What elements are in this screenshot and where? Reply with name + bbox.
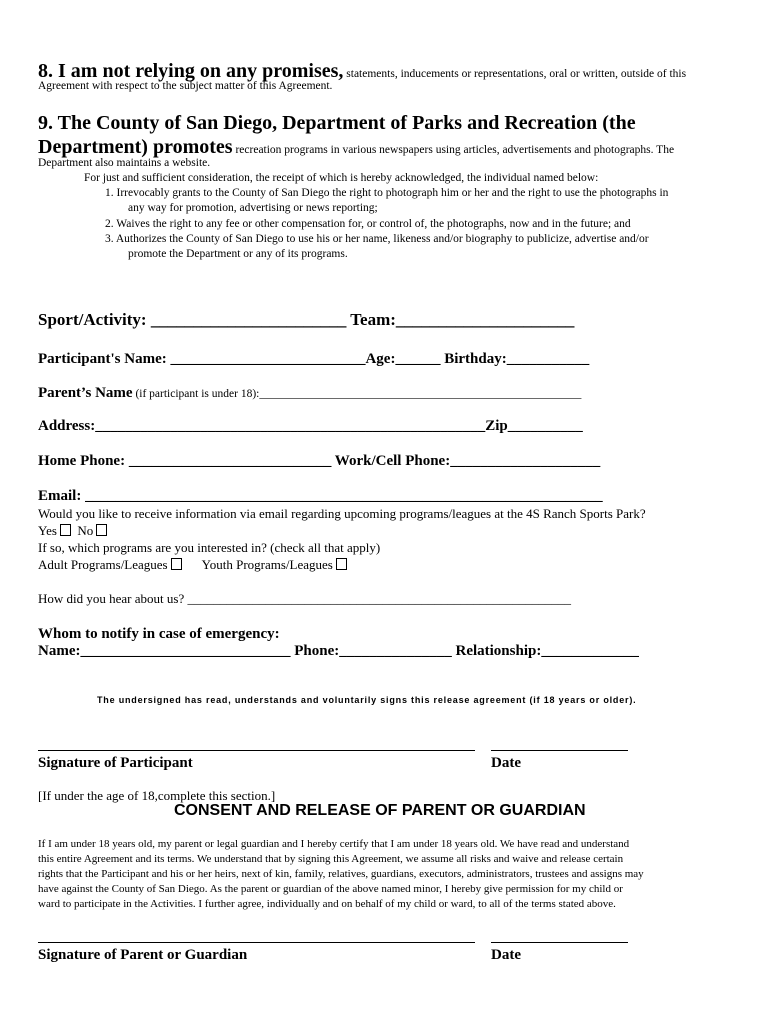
section-8-text: statements, inducements or representations, oral or written, outside of this <box>343 68 687 80</box>
section-9-text-cont: Department also maintains a website. <box>38 157 211 169</box>
adult-programs-label: Adult Programs/Leagues <box>38 557 168 572</box>
email-opt-in <box>38 523 107 539</box>
release-note: The undersigned has read, understands and voluntarily signs this release agreement (if 18 years or older). <box>97 695 637 705</box>
yes-checkbox[interactable] <box>60 524 71 536</box>
no-checkbox[interactable] <box>96 524 107 536</box>
programs-question: If so, which programs are you interested in? (check all that apply) <box>38 540 381 555</box>
youth-programs-label: Youth Programs/Leagues <box>201 557 333 572</box>
parent-name-label: Parent’s Name <box>38 385 133 401</box>
consent-line: have against the County of San Diego. As the parent or guardian of the above named minor, I hereby give permission for my child or <box>38 883 623 895</box>
section-9-line-2 <box>38 136 674 159</box>
yes-label: Yes <box>38 523 57 538</box>
section-9-item: any way for promotion, advertising or news reporting; <box>128 202 378 214</box>
parent-name-note: (if participant is under 18):________________________________________________________ <box>132 388 582 400</box>
parent-signature-line[interactable] <box>38 942 475 943</box>
consent-title: CONSENT AND RELEASE OF PARENT OR GUARDIAN <box>174 802 586 819</box>
section-9-item: 1. Irrevocably grants to the County of San Diego the right to photograph him or her and the right to use the photographs in <box>105 187 669 199</box>
date-line[interactable] <box>491 942 628 943</box>
consent-line: this entire Agreement and its terms. We understand that by signing this Agreement, we assume all risks and waive and release certain <box>38 853 624 865</box>
section-9-text: recreation programs in various newspapers using articles, advertisements and photographs. The <box>232 144 675 156</box>
section-9-heading-cont: Department) promotes <box>38 136 233 158</box>
parent-name-field[interactable] <box>38 384 581 402</box>
email-field[interactable]: Email: _____________________________________________________________________ <box>38 488 603 504</box>
emergency-heading: Whom to notify in case of emergency: <box>38 626 280 642</box>
phone-field[interactable]: Home Phone: ___________________________ Work/Cell Phone:____________________ <box>38 453 601 469</box>
address-field[interactable]: Address:____________________________________________________Zip__________ <box>38 418 583 434</box>
participant-signature-line[interactable] <box>38 750 475 751</box>
section-9-item: 3. Authorizes the County of San Diego to use his or her name, likeness and/or biography to publicize, advertise and/or <box>105 233 649 245</box>
youth-programs-checkbox[interactable] <box>336 558 347 570</box>
how-heard-field[interactable]: How did you hear about us? ___________________________________________________________ <box>38 591 571 606</box>
section-9-item: 2. Waives the right to any fee or other compensation for, or control of, the photographs, now and in the future; and <box>105 218 631 230</box>
section-9-item: promote the Department or any of its programs. <box>128 248 348 260</box>
section-8-text-cont: Agreement with respect to the subject matter of this Agreement. <box>38 80 333 92</box>
sport-team-field[interactable]: Sport/Activity: _______________________ Team:_____________________ <box>38 310 575 329</box>
consent-line: ward to participate in the Activities. I further agree, individually and on behalf of my child or ward, to all of the terms stated above. <box>38 898 616 910</box>
no-label: No <box>77 523 94 538</box>
section-9-heading: 9. The County of San Diego, Department of Parks and Recreation (the <box>38 112 636 134</box>
programs-options <box>38 557 347 573</box>
consent-line: rights that the Participant and his or her heirs, next of kin, family, relatives, guardians, executors, administrators, trustees and assigns may <box>38 868 644 880</box>
section-8-heading: 8. I am not relying on any promises, <box>38 60 344 82</box>
date-label: Date <box>491 947 521 963</box>
adult-programs-checkbox[interactable] <box>171 558 182 570</box>
parent-signature-label: Signature of Parent or Guardian <box>38 947 248 963</box>
date-label: Date <box>491 755 521 771</box>
participant-signature-label: Signature of Participant <box>38 755 193 771</box>
section-9-intro: For just and sufficient consideration, the receipt of which is hereby acknowledged, the individual named below: <box>84 172 599 184</box>
under-18-note: [If under the age of 18,complete this section.] <box>38 788 276 803</box>
date-line[interactable] <box>491 750 628 751</box>
consent-line: If I am under 18 years old, my parent or legal guardian and I hereby certify that I am under 18 years old. We have read and understand <box>38 838 630 850</box>
emergency-fields[interactable]: Name:____________________________ Phone:_______________ Relationship:_____________ <box>38 643 639 659</box>
email-question: Would you like to receive information via email regarding upcoming programs/leagues at the 4S Ranch Sports Park? <box>38 506 646 521</box>
participant-name-field[interactable]: Participant's Name: __________________________Age:______ Birthday:___________ <box>38 351 590 367</box>
